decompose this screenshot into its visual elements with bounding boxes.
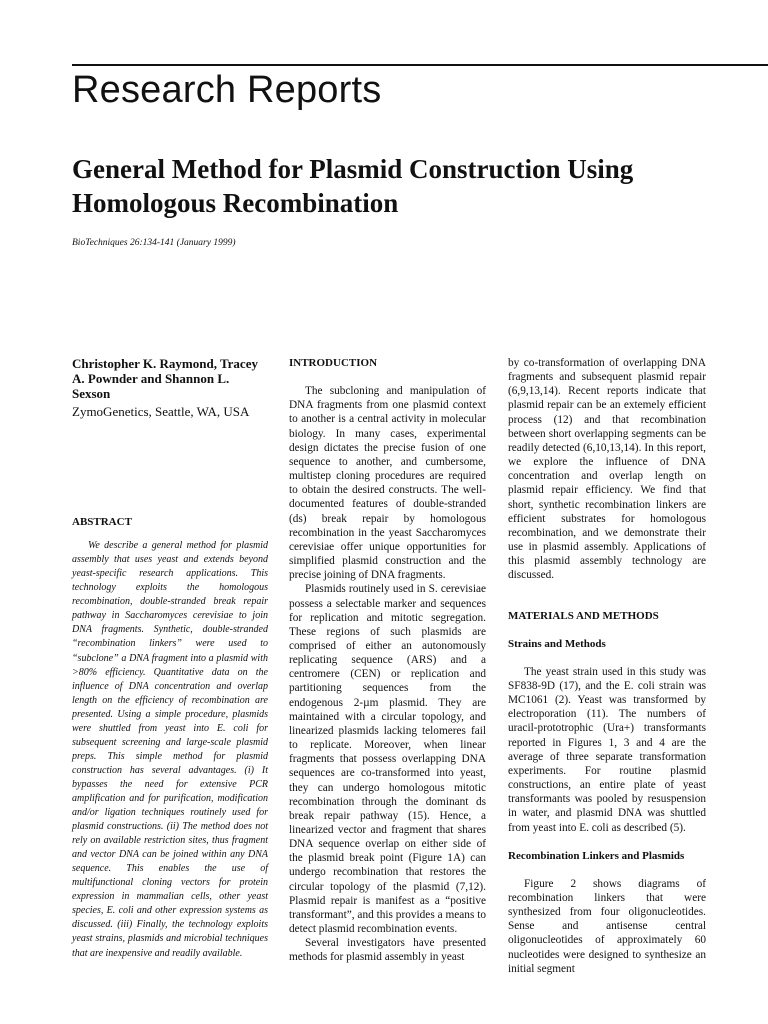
introduction-heading: INTRODUCTION [289,357,378,369]
introduction-paragraph-3: Several investigators have presented methods for plasmid assembly in yeast [289,937,486,964]
introduction-paragraph-1: The subcloning and manipulation of DNA fragments from one plasmid context to another is a central activity in molecular biology. In many cases, experimental design dictates the precise fusion of one sequence to another, and cumbersome, multistep cloning procedures are required to obtain the desired constructs. The well-documented features of double-stranded (ds) break repair by homologous recombination in the yeast Saccharomyces cerevisiae offer unique opportunities for simplified plasmid construction and the precise joining of DNA fragments. [289,385,486,582]
section-rule [72,64,768,66]
column-middle [289,356,486,965]
recombination-linkers-heading: Recombination Linkers and Plasmids [508,849,685,862]
methods-heading: MATERIALS AND METHODS [508,609,659,622]
strains-methods-text: The yeast strain used in this study was SF838-9D (17), and the E. coli strain was MC1061 (2). Yeast was transformed by electroporation (11). The numbers of uracil-prototrophic (Ura+) transformants reported in Figures 1, 3 and 4 are the average of three separate transformation experiments. For routine plasmid constructions, an entire plate of yeast transformants was pooled by resuspension in water, and plasmid DNA was shuttled from yeast into E. coli as described (5). [508,665,706,834]
column-right [508,356,706,976]
introduction-paragraph-2: Plasmids routinely used in S. cerevisiae possess a selectable marker and sequences for replication and mitotic segregation. These regions of such plasmids are comprised of either an autonomously replicating sequence (ARS) and a centromere (CEN) or replication and partitioning sequences from the endogenous 2-µm plasmid. They are maintained with a circular topology, and linearized plasmids lacking telomeres fail to replicate. Moreover, when linear fragments that possess overlapping DNA sequences are co-transformed into yeast, they can undergo homologous mitotic recombination through the dominant ds break repair pathway (15). Hence, a linearized vector and fragment that shares DNA sequence overlap on either side of the plasmid break point (Figure 1A) can undergo recombination that restores the circular topology of the plasmid (7,12). Plasmid repair is manifest as a “positive transformant”, and this provides a means to detect plasmid recombination events. [289,583,486,936]
strains-methods-heading: Strains and Methods [508,637,606,650]
introduction-paragraph-3-continued: by co-transformation of overlapping DNA fragments and subsequent plasmid repair (6,9,13,14). Recent reports indicate that plasmid repair can be an extemely efficient process (12) and that recombination between short overlapping segments can be readily detected (6,10,13,14). In this report, we explore the influence of DNA concentration and overlap length on plasmid repair efficiency. We find that short, synthetic recombination linkers are efficient substrates for homologous recombination, and we demonstrate their use in plasmid assembly. Applications of this plasmid assembly technology are discussed. [508,357,706,582]
affiliation: ZymoGenetics, Seattle, WA, USA [72,404,250,419]
author-list: Christopher K. Raymond, Tracey A. Pownder and Shannon L. Sexson [72,356,258,401]
abstract-text: We describe a general method for plasmid assembly that uses yeast and extends beyond yeast-specific research applications. This technology exploits the homologous recombination, double-stranded break repair pathway in Saccharomyces cerevisiae to join DNA fragments. Synthetic, double-stranded “recombination linkers” were used to “subclone” a DNA fragment into a plasmid with >80% efficiency. Quantitative data on the influence of DNA concentration and overlap length on the efficiency of recombination are presented. Using a simple procedure, plasmids were shuttled from yeast into E. coli for subsequent screening and large-scale plasmid preps. This simple method for plasmid construction has several advantages. (i) It bypasses the need for extensive PCR amplification and for purification, modification and/or ligation techniques routinely used for plasmid constructions. (ii) The method does not rely on available restriction sites, thus fragment and vector DNA can be joined within any DNA sequence. This enables the use of multifunctional cloning vectors for protein expression in mammalian cells, other yeast species, E. coli and other expression systems as discussed. (iii) Finally, the technology exploits yeast strains, plasmids and microbial techniques that are inexpensive and readily available. [72,540,268,959]
column-left [72,356,268,961]
recombination-linkers-text: Figure 2 shows diagrams of recombination linkers that were synthesized from four oligonucleotides. Sense and antisense central oligonucleotides of approximately 60 nucleotides were designed to synthesize an initial segment [508,877,706,975]
article-title: General Method for Plasmid Construction Using Homologous Recombination [72,154,634,218]
journal-reference: BioTechniques 26:134-141 (January 1999) [72,238,236,248]
section-title: Research Reports [72,69,382,111]
abstract-heading: ABSTRACT [72,516,132,528]
